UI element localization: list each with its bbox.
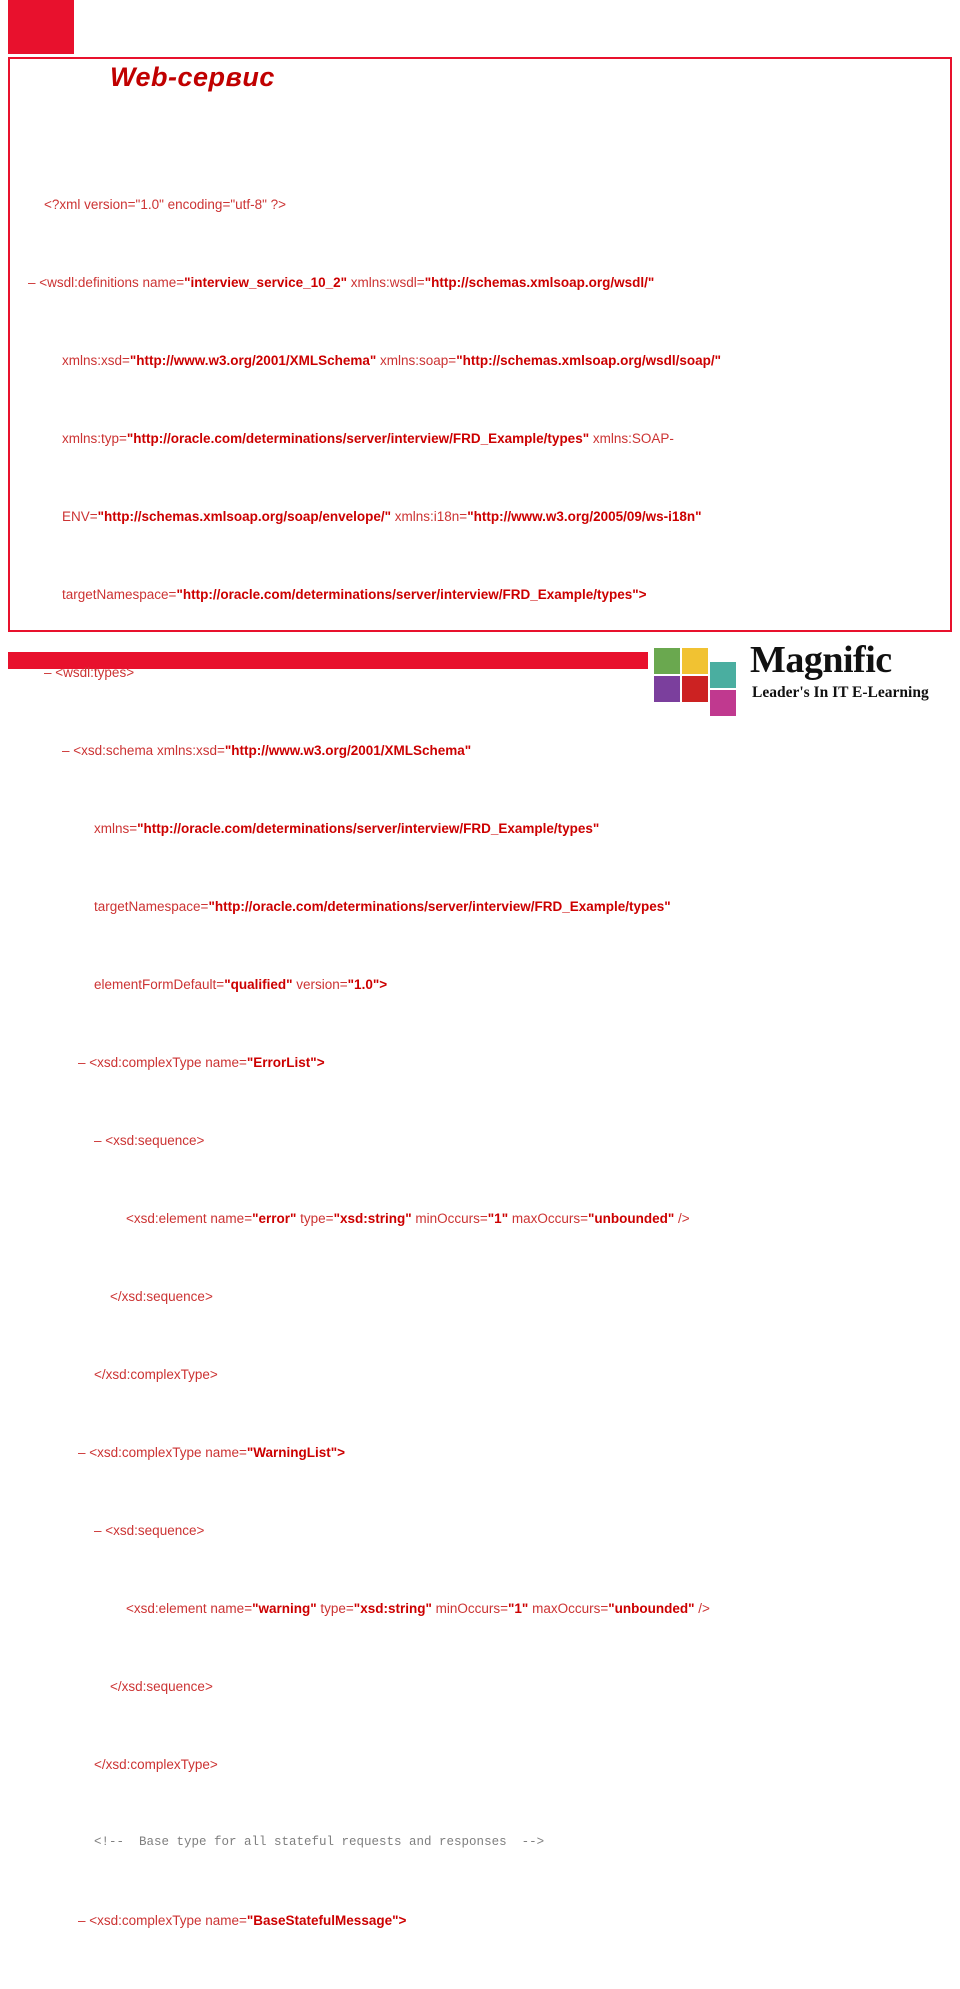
code-line-17 — [28, 1443, 938, 1463]
code-text: <wsdl:types> — [55, 664, 135, 680]
code-value: "http://www.w3.org/2001/XMLSchema" — [129, 352, 377, 368]
code-text: maxOccurs= — [528, 1600, 609, 1616]
code-text: xmlns:i18n= — [391, 508, 468, 524]
code-text: minOccurs= — [411, 1210, 488, 1226]
frame-left-line — [8, 57, 10, 632]
code-line-21 — [28, 1755, 938, 1775]
collapse-toggle-types[interactable]: – — [44, 664, 52, 680]
brand-logo — [650, 638, 952, 714]
code-text: </xsd:sequence> — [110, 1288, 213, 1304]
code-text: </xsd:complexType> — [94, 1756, 218, 1772]
code-text: elementFormDefault= — [94, 976, 225, 992]
code-text: <xsd:complexType name= — [89, 1912, 247, 1928]
code-text: <?xml version="1.0" encoding="utf-8" ?> — [44, 196, 287, 212]
collapse-toggle-sequence-1[interactable]: – — [94, 1132, 102, 1148]
code-line-1 — [28, 195, 938, 215]
code-value: "http://oracle.com/determinations/server/interview/FRD_Example/types" — [137, 820, 600, 836]
code-line-19 — [28, 1599, 938, 1619]
code-line-14 — [28, 1209, 938, 1229]
code-line-9 — [28, 819, 938, 839]
code-value: "xsd:string" — [333, 1210, 412, 1226]
code-line-15 — [28, 1287, 938, 1307]
code-value: "http://schemas.xmlsoap.org/wsdl/soap/" — [456, 352, 722, 368]
code-text: <xsd:complexType name= — [89, 1444, 247, 1460]
collapse-toggle-definitions[interactable]: – — [28, 274, 36, 290]
code-text: <xsd:sequence> — [105, 1132, 205, 1148]
code-text: ENV= — [62, 508, 98, 524]
code-text: <xsd:complexType name= — [89, 1054, 247, 1070]
collapse-toggle-warninglist[interactable]: – — [78, 1444, 86, 1460]
code-text: /> — [694, 1600, 710, 1616]
code-value: "1" — [508, 1600, 529, 1616]
code-text: xmlns= — [94, 820, 138, 836]
code-line-8 — [28, 741, 938, 761]
collapse-toggle-basestatefulmessage[interactable]: – — [78, 1912, 86, 1928]
frame-right-line — [950, 57, 952, 632]
code-line-13 — [28, 1131, 938, 1151]
code-value: "1.0"> — [347, 976, 388, 992]
code-line-20 — [28, 1677, 938, 1697]
code-value: "ErrorList"> — [246, 1054, 325, 1070]
code-value: "error" — [252, 1210, 297, 1226]
code-value: "interview_service_10_2" — [184, 274, 348, 290]
code-line-11 — [28, 975, 938, 995]
code-text: <xsd:sequence> — [105, 1522, 205, 1538]
code-text: type= — [296, 1210, 334, 1226]
code-text: type= — [316, 1600, 354, 1616]
collapse-toggle-sequence-2[interactable]: – — [94, 1522, 102, 1538]
code-value: "1" — [487, 1210, 509, 1226]
code-text: version= — [292, 976, 348, 992]
code-line-23 — [28, 1911, 938, 1931]
code-line-22-comment: <!-- Base type for all stateful requests and responses --> — [94, 1834, 545, 1849]
code-value: "warning" — [252, 1600, 317, 1616]
logo-mark-icon — [650, 644, 742, 706]
code-value: "unbounded" — [588, 1210, 675, 1226]
collapse-toggle-schema[interactable]: – — [62, 742, 70, 758]
code-value: "xsd:string" — [353, 1600, 432, 1616]
code-text: <xsd:element name= — [126, 1600, 253, 1616]
code-line-10 — [28, 897, 938, 917]
code-line-5 — [28, 507, 938, 527]
xml-code-block — [28, 136, 938, 1989]
code-value: "http://www.w3.org/2001/XMLSchema" — [224, 742, 472, 758]
code-line-12 — [28, 1053, 938, 1073]
code-value: "http://oracle.com/determinations/server/interview/FRD_Example/types"> — [176, 586, 647, 602]
code-text: </xsd:sequence> — [110, 1678, 213, 1694]
code-line-16 — [28, 1365, 938, 1385]
frame-top-line — [8, 57, 952, 59]
code-value: "http://schemas.xmlsoap.org/soap/envelope/" — [97, 508, 392, 524]
code-value: "http://oracle.com/determinations/server/interview/FRD_Example/types" — [208, 898, 671, 914]
code-text: <wsdl:definitions name= — [39, 274, 185, 290]
collapse-toggle-errorlist[interactable]: – — [78, 1054, 86, 1070]
code-value: "unbounded" — [608, 1600, 695, 1616]
code-value: "http://www.w3.org/2005/09/ws-i18n" — [467, 508, 702, 524]
code-line-18 — [28, 1521, 938, 1541]
code-text: targetNamespace= — [62, 586, 177, 602]
code-text: /> — [674, 1210, 690, 1226]
code-value: "http://schemas.xmlsoap.org/wsdl/" — [424, 274, 655, 290]
code-text: </xsd:complexType> — [94, 1366, 218, 1382]
decorative-red-square — [8, 0, 74, 54]
brand-tagline: Leader's In IT E-Learning — [752, 684, 929, 701]
code-text: xmlns:soap= — [376, 352, 457, 368]
brand-name: Magnific — [750, 639, 892, 681]
code-line-6 — [28, 585, 938, 605]
code-line-4 — [28, 429, 938, 449]
code-text: <xsd:element name= — [126, 1210, 253, 1226]
code-value: "qualified" — [224, 976, 293, 992]
code-text: xmlns:typ= — [62, 430, 127, 446]
code-text: <xsd:schema xmlns:xsd= — [73, 742, 225, 758]
code-text: xmlns:wsdl= — [347, 274, 425, 290]
page-title: Web-сервис — [110, 62, 275, 92]
code-text: maxOccurs= — [508, 1210, 588, 1226]
code-value: "WarningList"> — [246, 1444, 346, 1460]
code-line-2 — [28, 273, 938, 293]
code-text: minOccurs= — [431, 1600, 509, 1616]
code-value: "http://oracle.com/determinations/server/interview/FRD_Example/types" — [126, 430, 590, 446]
code-text: xmlns:xsd= — [62, 352, 130, 368]
code-text: xmlns:SOAP- — [589, 430, 674, 446]
code-value: "BaseStatefulMessage"> — [246, 1912, 407, 1928]
code-text: targetNamespace= — [94, 898, 209, 914]
code-line-3 — [28, 351, 938, 371]
